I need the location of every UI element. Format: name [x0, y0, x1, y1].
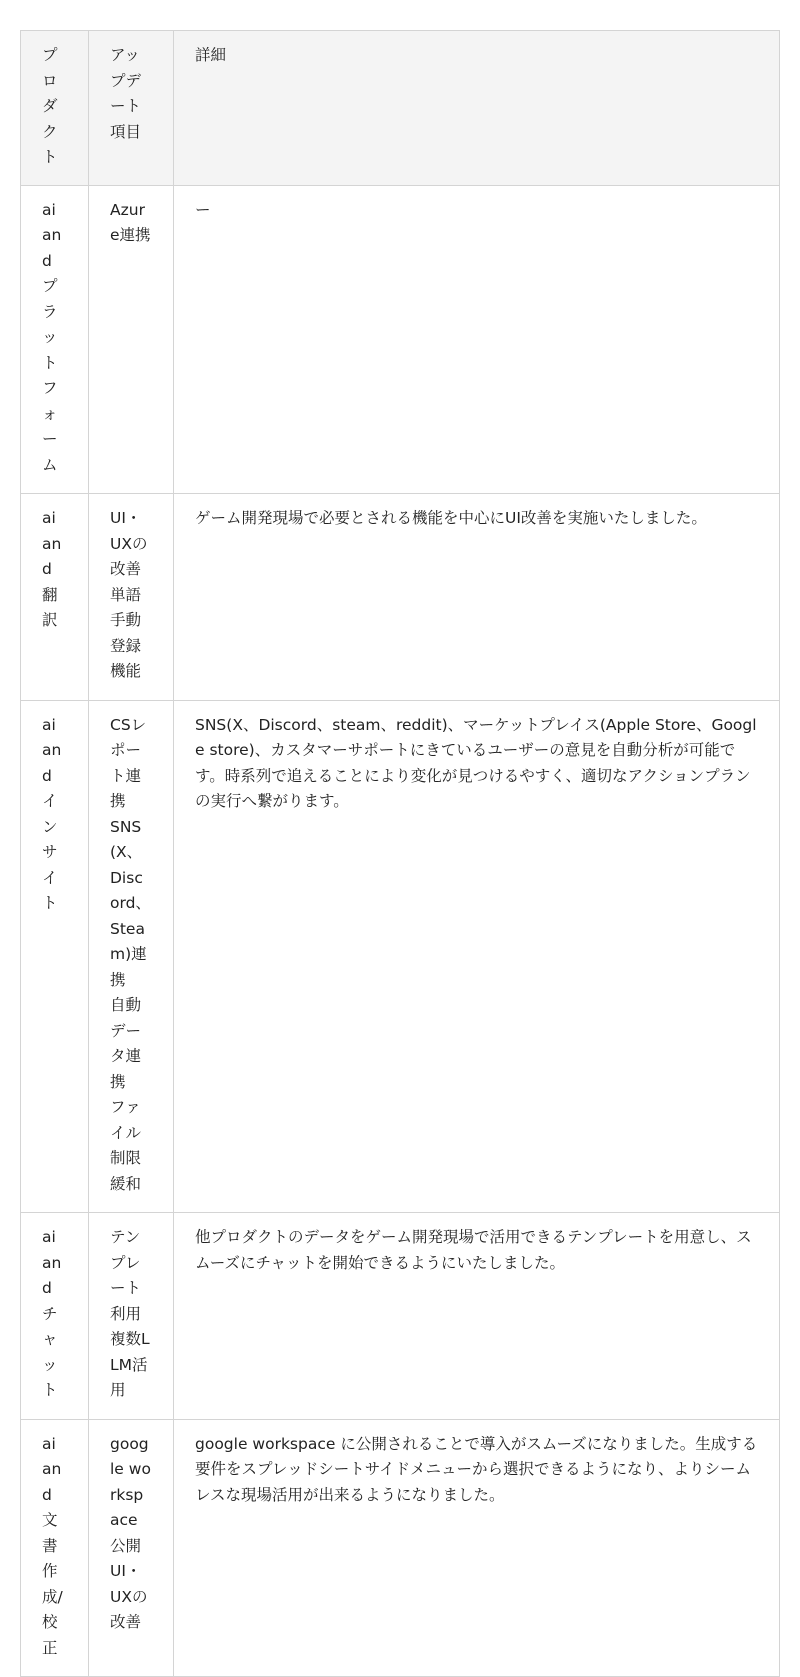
product-name: ai and 文書作成/校正: [42, 1434, 63, 1657]
detail-text: SNS(X、Discord、steam、reddit)、マーケットプレイス(Apple Store、Google store)、カスタマーサポートにきているユーザーの意見を自動分析が可能です。時系列で追えることにより変化が見つけるやすく、適切なアクションプランの実行へ繋がります。: [195, 715, 757, 810]
row-item-cell: [89, 494, 174, 701]
header-detail-label: 詳細: [195, 46, 227, 64]
table-row: [21, 494, 780, 701]
row-product-cell: [21, 700, 89, 1213]
row-item-cell: [89, 1419, 174, 1677]
product-name: ai and プラットフォーム: [42, 200, 62, 474]
row-detail-cell: [174, 700, 780, 1213]
row-item-cell: [89, 700, 174, 1213]
header-update-item-label: アップデート項目: [110, 46, 142, 141]
table-row: [21, 1419, 780, 1677]
update-item: ファイル制限緩和: [110, 1098, 142, 1193]
update-item: 複数LLM活用: [110, 1330, 150, 1399]
header-detail: [174, 31, 780, 186]
update-item: 自動データ連携: [110, 996, 142, 1091]
table-header: [21, 31, 780, 186]
row-product-cell: [21, 1213, 89, 1420]
row-item-cell: [89, 185, 174, 494]
row-product-cell: [21, 1419, 89, 1677]
detail-text: ゲーム開発現場で必要とされる機能を中心にUI改善を実施いたしました。: [195, 509, 707, 527]
header-row: [21, 31, 780, 186]
row-detail-cell: [174, 1213, 780, 1420]
row-detail-cell: [174, 185, 780, 494]
update-item: google workspace公開: [110, 1434, 151, 1555]
table-body: [21, 185, 780, 1677]
update-item: テンプレート利用: [110, 1228, 142, 1323]
update-item: Azure連携: [110, 200, 151, 244]
detail-text: google workspace に公開されることで導入がスムーズになりました。生成する要件をスプレッドシートサイドメニューから選択できるようになり、よりシームレスな現場活用が出来るようになりました。: [195, 1434, 758, 1504]
update-item: SNS(X、Discord、Steam)連携: [110, 817, 151, 989]
update-table: [20, 30, 780, 1677]
row-item-cell: [89, 1213, 174, 1420]
table-row: [21, 185, 780, 494]
product-name: ai and チャット: [42, 1228, 62, 1399]
table-row: [21, 1213, 780, 1420]
update-item: 単語手動登録機能: [110, 585, 142, 680]
detail-text: ー: [195, 200, 211, 219]
header-product: [21, 31, 89, 186]
table-row: [21, 700, 780, 1213]
row-detail-cell: [174, 494, 780, 701]
detail-text: 他プロダクトのデータをゲーム開発現場で活用できるテンプレートを用意し、スムーズにチャットを開始できるようにいたしました。: [195, 1228, 752, 1272]
update-item: CSレポート連携: [110, 715, 147, 810]
product-name: ai and 翻訳: [42, 509, 62, 629]
row-product-cell: [21, 494, 89, 701]
product-name: ai and インサイト: [42, 715, 62, 912]
header-product-label: プロダクト: [42, 46, 58, 166]
header-update-item: [89, 31, 174, 186]
row-detail-cell: [174, 1419, 780, 1677]
update-item: UI・UXの改善: [110, 1562, 148, 1631]
update-item: UI・UXの改善: [110, 509, 148, 578]
row-product-cell: [21, 185, 89, 494]
